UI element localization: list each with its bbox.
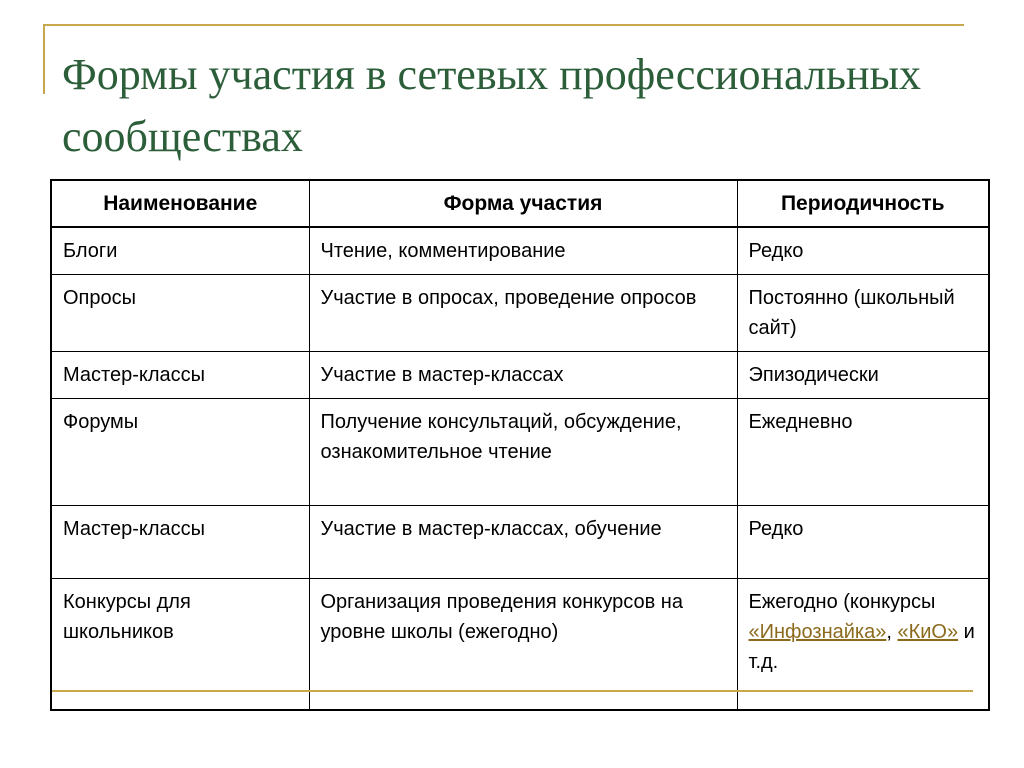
cell-name: Опросы xyxy=(51,275,309,352)
cell-form: Получение консультаций, обсуждение, ознакомительное чтение xyxy=(309,399,737,506)
cell-form: Организация проведения конкурсов на уровне школы (ежегодно) xyxy=(309,579,737,711)
header-form: Форма участия xyxy=(309,180,737,227)
table-row xyxy=(51,352,989,399)
cell-form: Участие в мастер-классах, обучение xyxy=(309,506,737,579)
link-separator: , xyxy=(886,621,892,643)
slide-title: Формы участия в сетевых профессиональных сообществах xyxy=(62,50,922,161)
top-accent-line xyxy=(43,24,964,26)
table-row xyxy=(51,506,989,579)
cell-period: Эпизодически xyxy=(737,352,989,399)
period-lead-text: Ежегодно (конкурсы xyxy=(748,591,936,613)
cell-period: Редко xyxy=(737,227,989,275)
header-row xyxy=(51,180,989,227)
cell-form: Участие в мастер-классах xyxy=(309,352,737,399)
cell-form: Чтение, комментирование xyxy=(309,227,737,275)
header-name: Наименование xyxy=(51,180,309,227)
header-period: Периодичность xyxy=(737,180,989,227)
cell-name: Блоги xyxy=(51,227,309,275)
cell-form: Участие в опросах, проведение опросов xyxy=(309,275,737,352)
cell-name: Мастер-классы xyxy=(51,506,309,579)
table-row xyxy=(51,275,989,352)
period-tail-text: и т.д. xyxy=(748,621,975,673)
left-accent-line xyxy=(43,24,45,94)
cell-period: Редко xyxy=(737,506,989,579)
participation-table xyxy=(50,179,990,711)
kio-link[interactable]: «КиО» xyxy=(897,621,959,643)
cell-name: Мастер-классы xyxy=(51,352,309,399)
cell-name: Конкурсы для школьников xyxy=(51,579,309,711)
cell-name: Форумы xyxy=(51,399,309,506)
infoznaika-link[interactable]: «Инфознайка» xyxy=(748,621,887,643)
table-row xyxy=(51,399,989,506)
cell-period: Ежедневно xyxy=(737,399,989,506)
bottom-accent-line xyxy=(52,690,973,692)
cell-period: Постоянно (школьный сайт) xyxy=(737,275,989,352)
table-row xyxy=(51,227,989,275)
